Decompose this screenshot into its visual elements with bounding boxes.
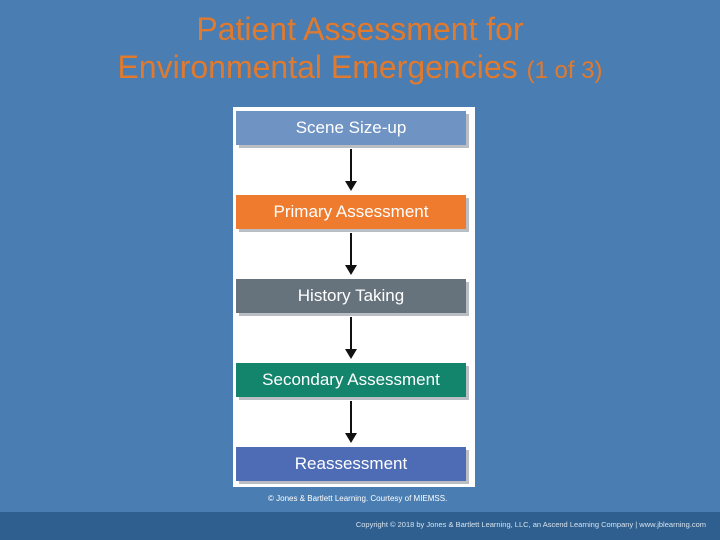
step-reassessment: Reassessment [236,447,466,481]
flow-arrow-1 [350,149,352,189]
image-credit: © Jones & Bartlett Learning. Courtesy of MIEMSS. [268,494,448,503]
step-history-taking: History Taking [236,279,466,313]
step-primary-assessment: Primary Assessment [236,195,466,229]
slide-title [0,10,720,90]
slide-footer [0,512,720,540]
title-suffix: (1 of 3) [526,57,603,84]
flow-arrow-4 [350,401,352,441]
copyright-text: Copyright © 2018 by Jones & Bartlett Learning, LLC, an Ascend Learning Company | www.jblearning.com [355,520,706,529]
title-line-2 [0,48,720,90]
arrow-head [345,265,357,275]
title-line-1: Patient Assessment for [196,11,524,47]
flow-arrow-2 [350,233,352,273]
assessment-flowchart [233,107,475,487]
arrow-head [345,433,357,443]
flow-arrow-3 [350,317,352,357]
step-scene-size-up: Scene Size-up [236,111,466,145]
arrow-head [345,349,357,359]
arrow-head [345,181,357,191]
step-secondary-assessment: Secondary Assessment [236,363,466,397]
title-main: Environmental Emergencies [117,49,518,85]
